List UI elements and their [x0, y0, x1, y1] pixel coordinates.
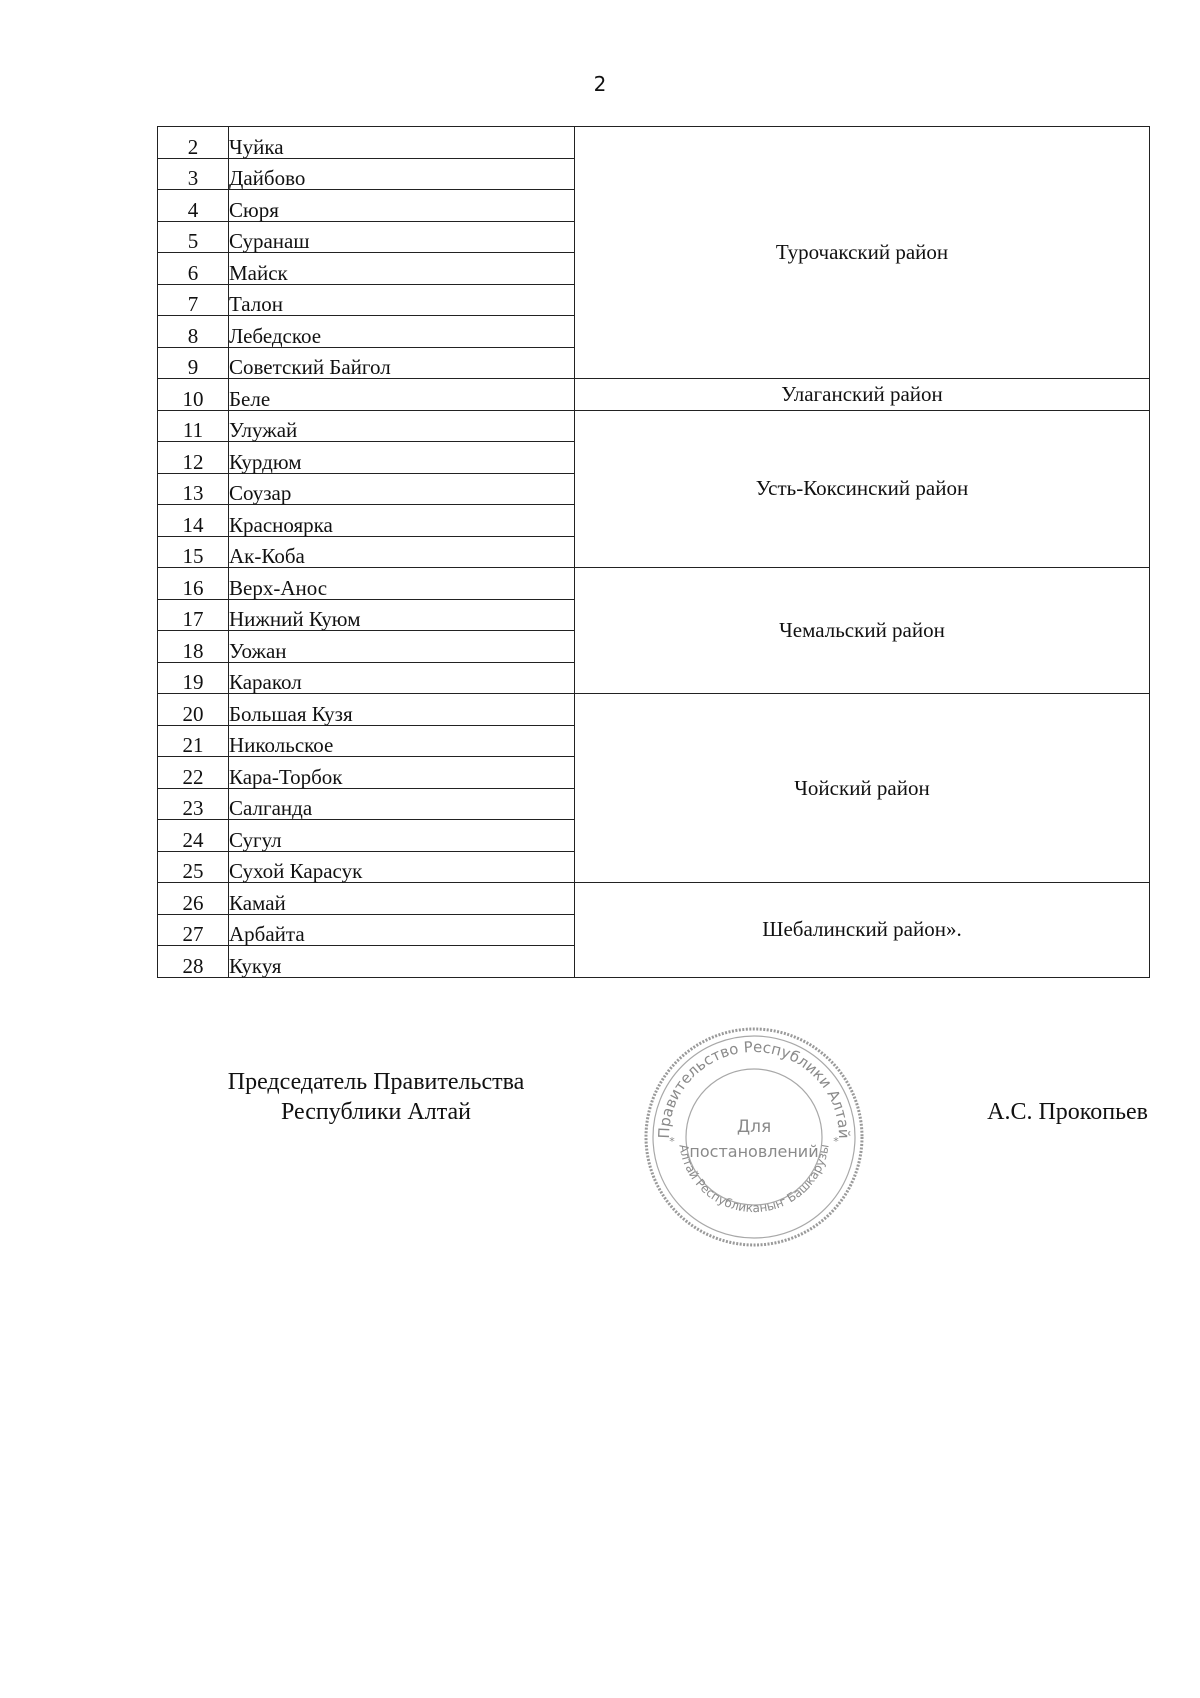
- settlement-name: Сугул: [229, 820, 575, 852]
- table-row: [158, 694, 1150, 726]
- villages-table-body: [158, 127, 1150, 978]
- district-name: Усть-Коксинский район: [575, 410, 1150, 568]
- table-row: [158, 410, 1150, 442]
- row-number: 28: [158, 946, 229, 978]
- settlement-name: Нижний Куюм: [229, 599, 575, 631]
- signatory-title-line2: Республики Алтай: [281, 1099, 471, 1125]
- settlement-name: Соузар: [229, 473, 575, 505]
- table-row: [158, 883, 1150, 915]
- settlement-name: Никольское: [229, 725, 575, 757]
- settlement-name: Советский Байгол: [229, 347, 575, 379]
- row-number: 3: [158, 158, 229, 190]
- row-number: 21: [158, 725, 229, 757]
- row-number: 16: [158, 568, 229, 600]
- row-number: 8: [158, 316, 229, 348]
- row-number: 19: [158, 662, 229, 694]
- row-number: 10: [158, 379, 229, 411]
- row-number: 14: [158, 505, 229, 537]
- settlement-name: Чуйка: [229, 127, 575, 159]
- settlement-name: Сухой Карасук: [229, 851, 575, 883]
- settlement-name: Каракол: [229, 662, 575, 694]
- settlement-name: Камай: [229, 883, 575, 915]
- seal-outer-text: Правительство Республики Алтай: [654, 1037, 854, 1139]
- district-name: Улаганский район: [575, 379, 1150, 411]
- settlement-name: Кара-Торбок: [229, 757, 575, 789]
- row-number: 18: [158, 631, 229, 663]
- settlement-name: Уожан: [229, 631, 575, 663]
- row-number: 12: [158, 442, 229, 474]
- settlement-name: Суранаш: [229, 221, 575, 253]
- settlement-name: Кукуя: [229, 946, 575, 978]
- settlement-name: Красноярка: [229, 505, 575, 537]
- signatory-title: [176, 1067, 576, 1127]
- district-name: Чемальский район: [575, 568, 1150, 694]
- settlement-name: Сюря: [229, 190, 575, 222]
- row-number: 4: [158, 190, 229, 222]
- row-number: 7: [158, 284, 229, 316]
- signatory-title-line1: Председатель Правительства: [227, 1069, 525, 1095]
- row-number: 27: [158, 914, 229, 946]
- district-name: Турочакский район: [575, 127, 1150, 379]
- row-number: 17: [158, 599, 229, 631]
- district-name: Чойский район: [575, 694, 1150, 883]
- settlement-name: Беле: [229, 379, 575, 411]
- table-row: [158, 568, 1150, 600]
- page-number: 2: [593, 72, 607, 96]
- villages-table: [157, 126, 1150, 978]
- row-number: 15: [158, 536, 229, 568]
- row-number: 23: [158, 788, 229, 820]
- settlement-name: Курдюм: [229, 442, 575, 474]
- district-name: Шебалинский район».: [575, 883, 1150, 978]
- row-number: 25: [158, 851, 229, 883]
- row-number: 9: [158, 347, 229, 379]
- settlement-name: Верх-Анос: [229, 568, 575, 600]
- official-seal: [643, 1026, 865, 1248]
- row-number: 22: [158, 757, 229, 789]
- row-number: 20: [158, 694, 229, 726]
- settlement-name: Лебедское: [229, 316, 575, 348]
- signatory-name: А.С. Прокопьев: [987, 1099, 1148, 1125]
- seal-star-right-icon: *: [833, 1135, 839, 1148]
- settlement-name: Салганда: [229, 788, 575, 820]
- row-number: 5: [158, 221, 229, 253]
- row-number: 2: [158, 127, 229, 159]
- row-number: 26: [158, 883, 229, 915]
- settlement-name: Ак-Коба: [229, 536, 575, 568]
- table-row: [158, 127, 1150, 159]
- row-number: 13: [158, 473, 229, 505]
- settlement-name: Большая Кузя: [229, 694, 575, 726]
- seal-center-line1: Для: [736, 1117, 772, 1137]
- seal-star-left-icon: *: [669, 1135, 675, 1148]
- settlement-name: Майск: [229, 253, 575, 285]
- row-number: 24: [158, 820, 229, 852]
- seal-bottom-text: Алтай Республиканыҥ Башкарузы: [676, 1143, 832, 1216]
- settlement-name: Арбайта: [229, 914, 575, 946]
- row-number: 6: [158, 253, 229, 285]
- settlement-name: Дайбово: [229, 158, 575, 190]
- settlement-name: Талон: [229, 284, 575, 316]
- row-number: 11: [158, 410, 229, 442]
- seal-center-line2: постановлений: [689, 1142, 819, 1161]
- settlement-name: Улужай: [229, 410, 575, 442]
- table-row: [158, 379, 1150, 411]
